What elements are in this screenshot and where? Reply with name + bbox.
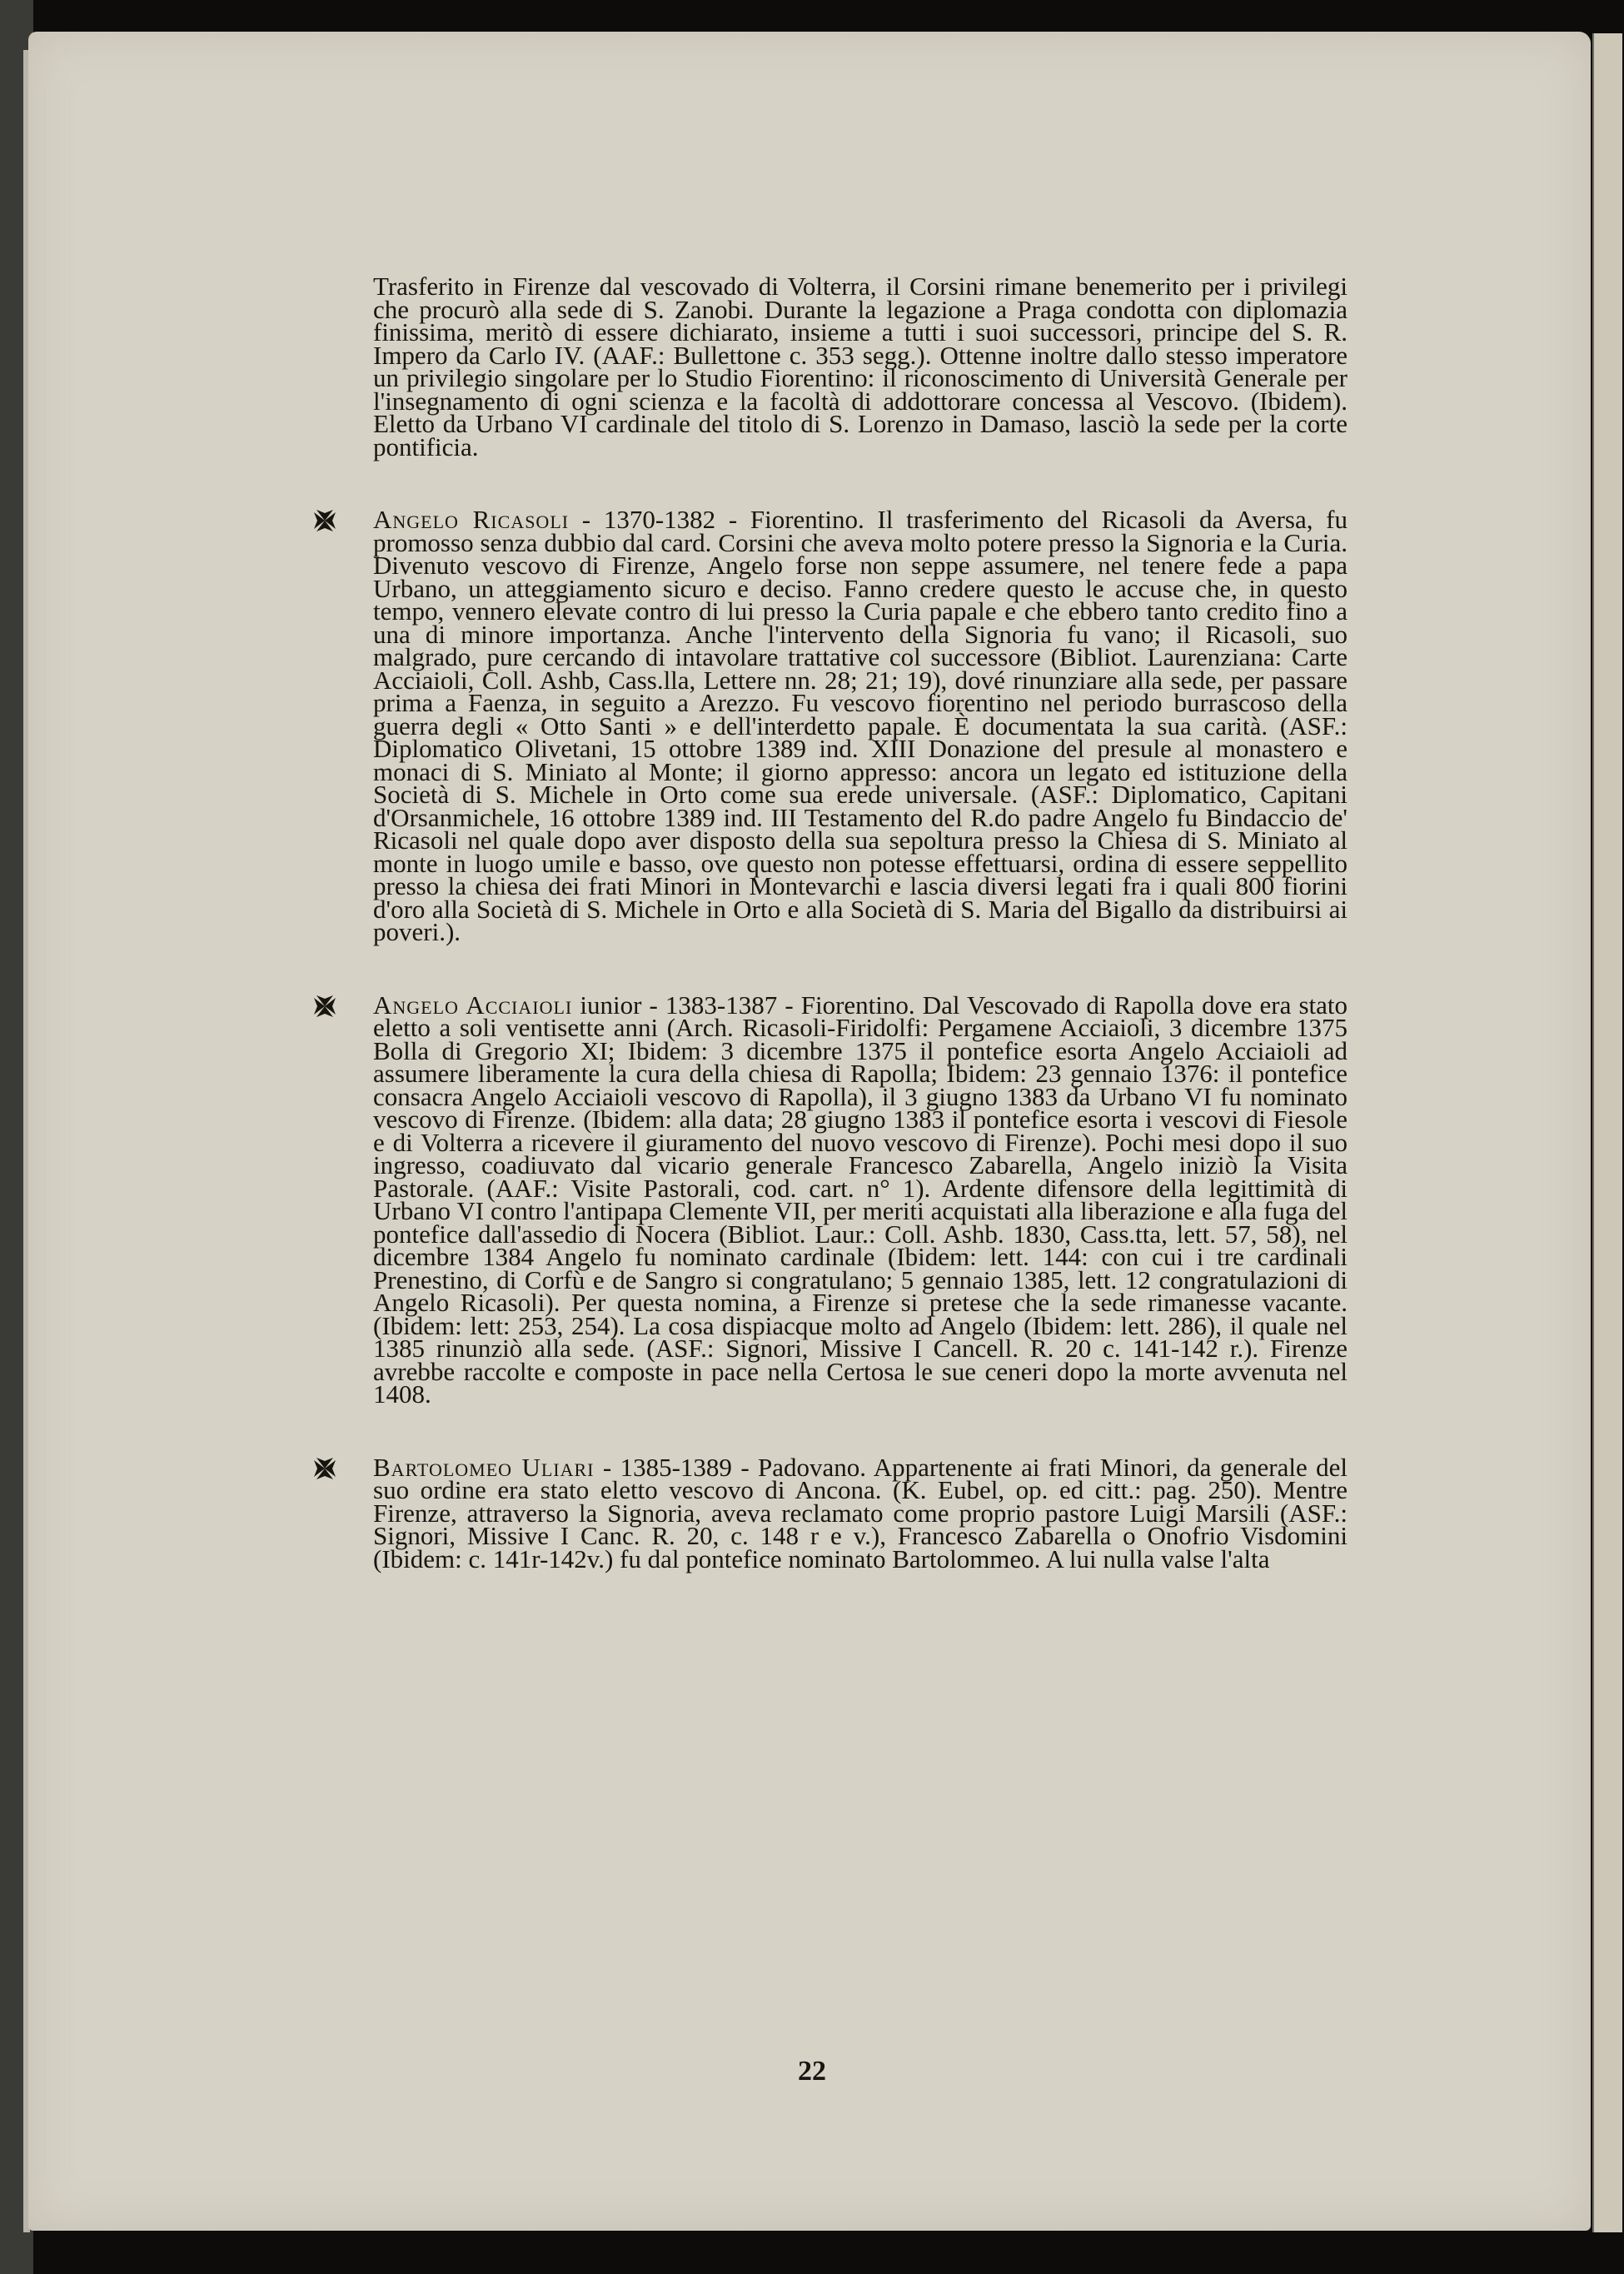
entry-body: - 1370-1382 - Fiorentino. Il trasferimento del Ricasoli da Aversa, fu promosso senza dubbio dal card. Corsini che aveva molto potere presso la Signoria e la Curia. Divenuto vescovo di Firenze, Angelo forse non seppe assumere, nel tenere fede a papa Urbano, un atteggiamento sicuro e deciso. Fanno credere questo le accuse che, in questo tempo, vennero elevate contro di lui presso la Curia papale e che ebbero tanto credito fino a una di minore importanza. Anche l'intervento della Signoria fu vano; il Ricasoli, suo malgrado, pure cercando di intavolare trattative col successore (Bibliot. Laurenziana: Carte Acciaioli, Coll. Ashb, Cass.lla, Lettere nn. 28; 21; 19), dové rinunziare alla sede, per passare prima a Faenza, in seguito a Arezzo. Fu vescovo fiorentino nel periodo burrascoso della guerra degli « Otto Santi » e dell'interdetto papale. È documentata la sua carità. (ASF.: Diplomatico Olivetani, 15 ottobre 1389 ind. XIII Donazione del presule al monastero e monaci di S. Miniato al Monte; il giorno appresso: ancora un legato ed istituzione della Società di S. Michele in Orto come sua erede universale. (ASF.: Diplomatico, Capitani d'Orsanmichele, 16 ottobre 1389 ind. III Testamento del R.do padre Angelo fu Bindaccio de' Ricasoli nel quale dopo aver disposto della sua sepoltura presso la Chiesa di S. Miniato al monte in luogo umile e basso, ove questo non potesse effettuarsi, ordina di essere seppellito presso la chiesa dei frati Minori in Montevarchi e lascia diversi legati fra i quali 800 fiorini d'oro alla Società di S. Michele in Orto e alla Società di S. Maria del Bigallo da distribuirsi ai poveri.). [373, 505, 1348, 946]
entry-bartolomeo-uliari [373, 1452, 1348, 1573]
intro-paragraph: Trasferito in Firenze dal vescovado di Volterra, il Corsini rimane benemerito per i privilegi che procurò alla sede di S. Zanobi. Durante la legazione a Praga condotta con diplomazia finissima, meritò di essere dichiarato, insieme a tutti i suoi successori, principe del S. R. Impero da Carlo IV. (AAF.: Bullettone c. 353 segg.). Ottenne inoltre dallo stesso imperatore un privilegio singolare per lo Studio Fiorentino: il riconoscimento di Università Generale per l'insegnamento di ogni scienza e la facoltà di addottorare concessa al Vescovo. (Ibidem). Eletto da Urbano VI cardinale del titolo di S. Lorenzo in Damaso, lasciò la sede per la corte pontificia. [373, 272, 1348, 461]
maltese-cross-icon [311, 507, 338, 534]
entry-name: Angelo Acciaioli [373, 990, 573, 1020]
entry-angelo-acciaioli [373, 990, 1348, 1409]
maltese-cross-icon [311, 1455, 338, 1482]
entry-angelo-ricasoli [373, 505, 1348, 946]
entry-body: - 1385-1389 - Padovano. Appartenente ai frati Minori, da generale del suo ordine era stato eletto vescovo di Ancona. (K. Eubel, op. ed citt.: pag. 250). Mentre Firenze, attraverso la Signoria, aveva reclamato come proprio pastore Luigi Marsili (ASF.: Signori, Missive I Canc. R. 20, c. 148 r e v.), Francesco Zabarella o Onofrio Visdomini (Ibidem: c. 141r-142v.) fu dal pontefice nominato Bartolommeo. A lui nulla valse l'alta [373, 1452, 1348, 1573]
entry-name: Bartolomeo Uliari [373, 1452, 595, 1482]
entry-name: Angelo Ricasoli [373, 505, 570, 534]
entry-body: iunior - 1383-1387 - Fiorentino. Dal Vescovado di Rapolla dove era stato eletto a soli ventisette anni (Arch. Ricasoli-Firidolfi: Pergamene Acciaioli, 3 dicembre 1375 Bolla di Gregorio XI; Ibidem: 3 dicembre 1375 il pontefice esorta Angelo Acciaioli ad assumere liberamente la cura della chiesa di Rapolla; Ibidem: 23 gennaio 1376: il pontefice consacra Angelo Acciaioli vescovo di Rapolla), il 3 giugno 1383 da Urbano VI fu nominato vescovo di Firenze. (Ibidem: alla data; 28 giugno 1383 il pontefice esorta i vescovi di Fiesole e di Volterra a ricevere il giuramento del nuovo vescovo di Firenze). Pochi mesi dopo il suo ingresso, coadiuvato dal vicario generale Francesco Zabarella, Angelo iniziò la Visita Pastorale. (AAF.: Visite Pastorali, cod. cart. n° 1). Ardente difensore della legittimità di Urbano VI contro l'antipapa Clemente VII, per meriti acquistati alla liberazione e alla fuga del pontefice dall'assedio di Nocera (Bibliot. Laur.: Coll. Ashb. 1830, Cass.tta, lett. 57, 58), nel dicembre 1384 Angelo fu nominato cardinale (Ibidem: lett. 144: con cui i tre cardinali Prenestino, di Corfù e de Sangro si congratulano; 5 gennaio 1385, lett. 12 congratulazioni di Angelo Ricasoli). Per questa nomina, a Firenze si pretese che la sede rimanesse vacante. (Ibidem: lett: 253, 254). La cosa dispiacque molto ad Angelo (Ibidem: lett. 286), il quale nel 1385 rinunziò alla sede. (ASF.: Signori, Missive I Cancell. R. 20 c. 141-142 r.). Firenze avrebbe raccolte e composte in pace nella Certosa le sue ceneri dopo la morte avvenuta nel 1408. [373, 990, 1348, 1409]
page-edge [1592, 33, 1622, 2232]
maltese-cross-icon [311, 993, 338, 1020]
page-number: 22 [798, 2056, 826, 2087]
text-column [373, 272, 1348, 1573]
